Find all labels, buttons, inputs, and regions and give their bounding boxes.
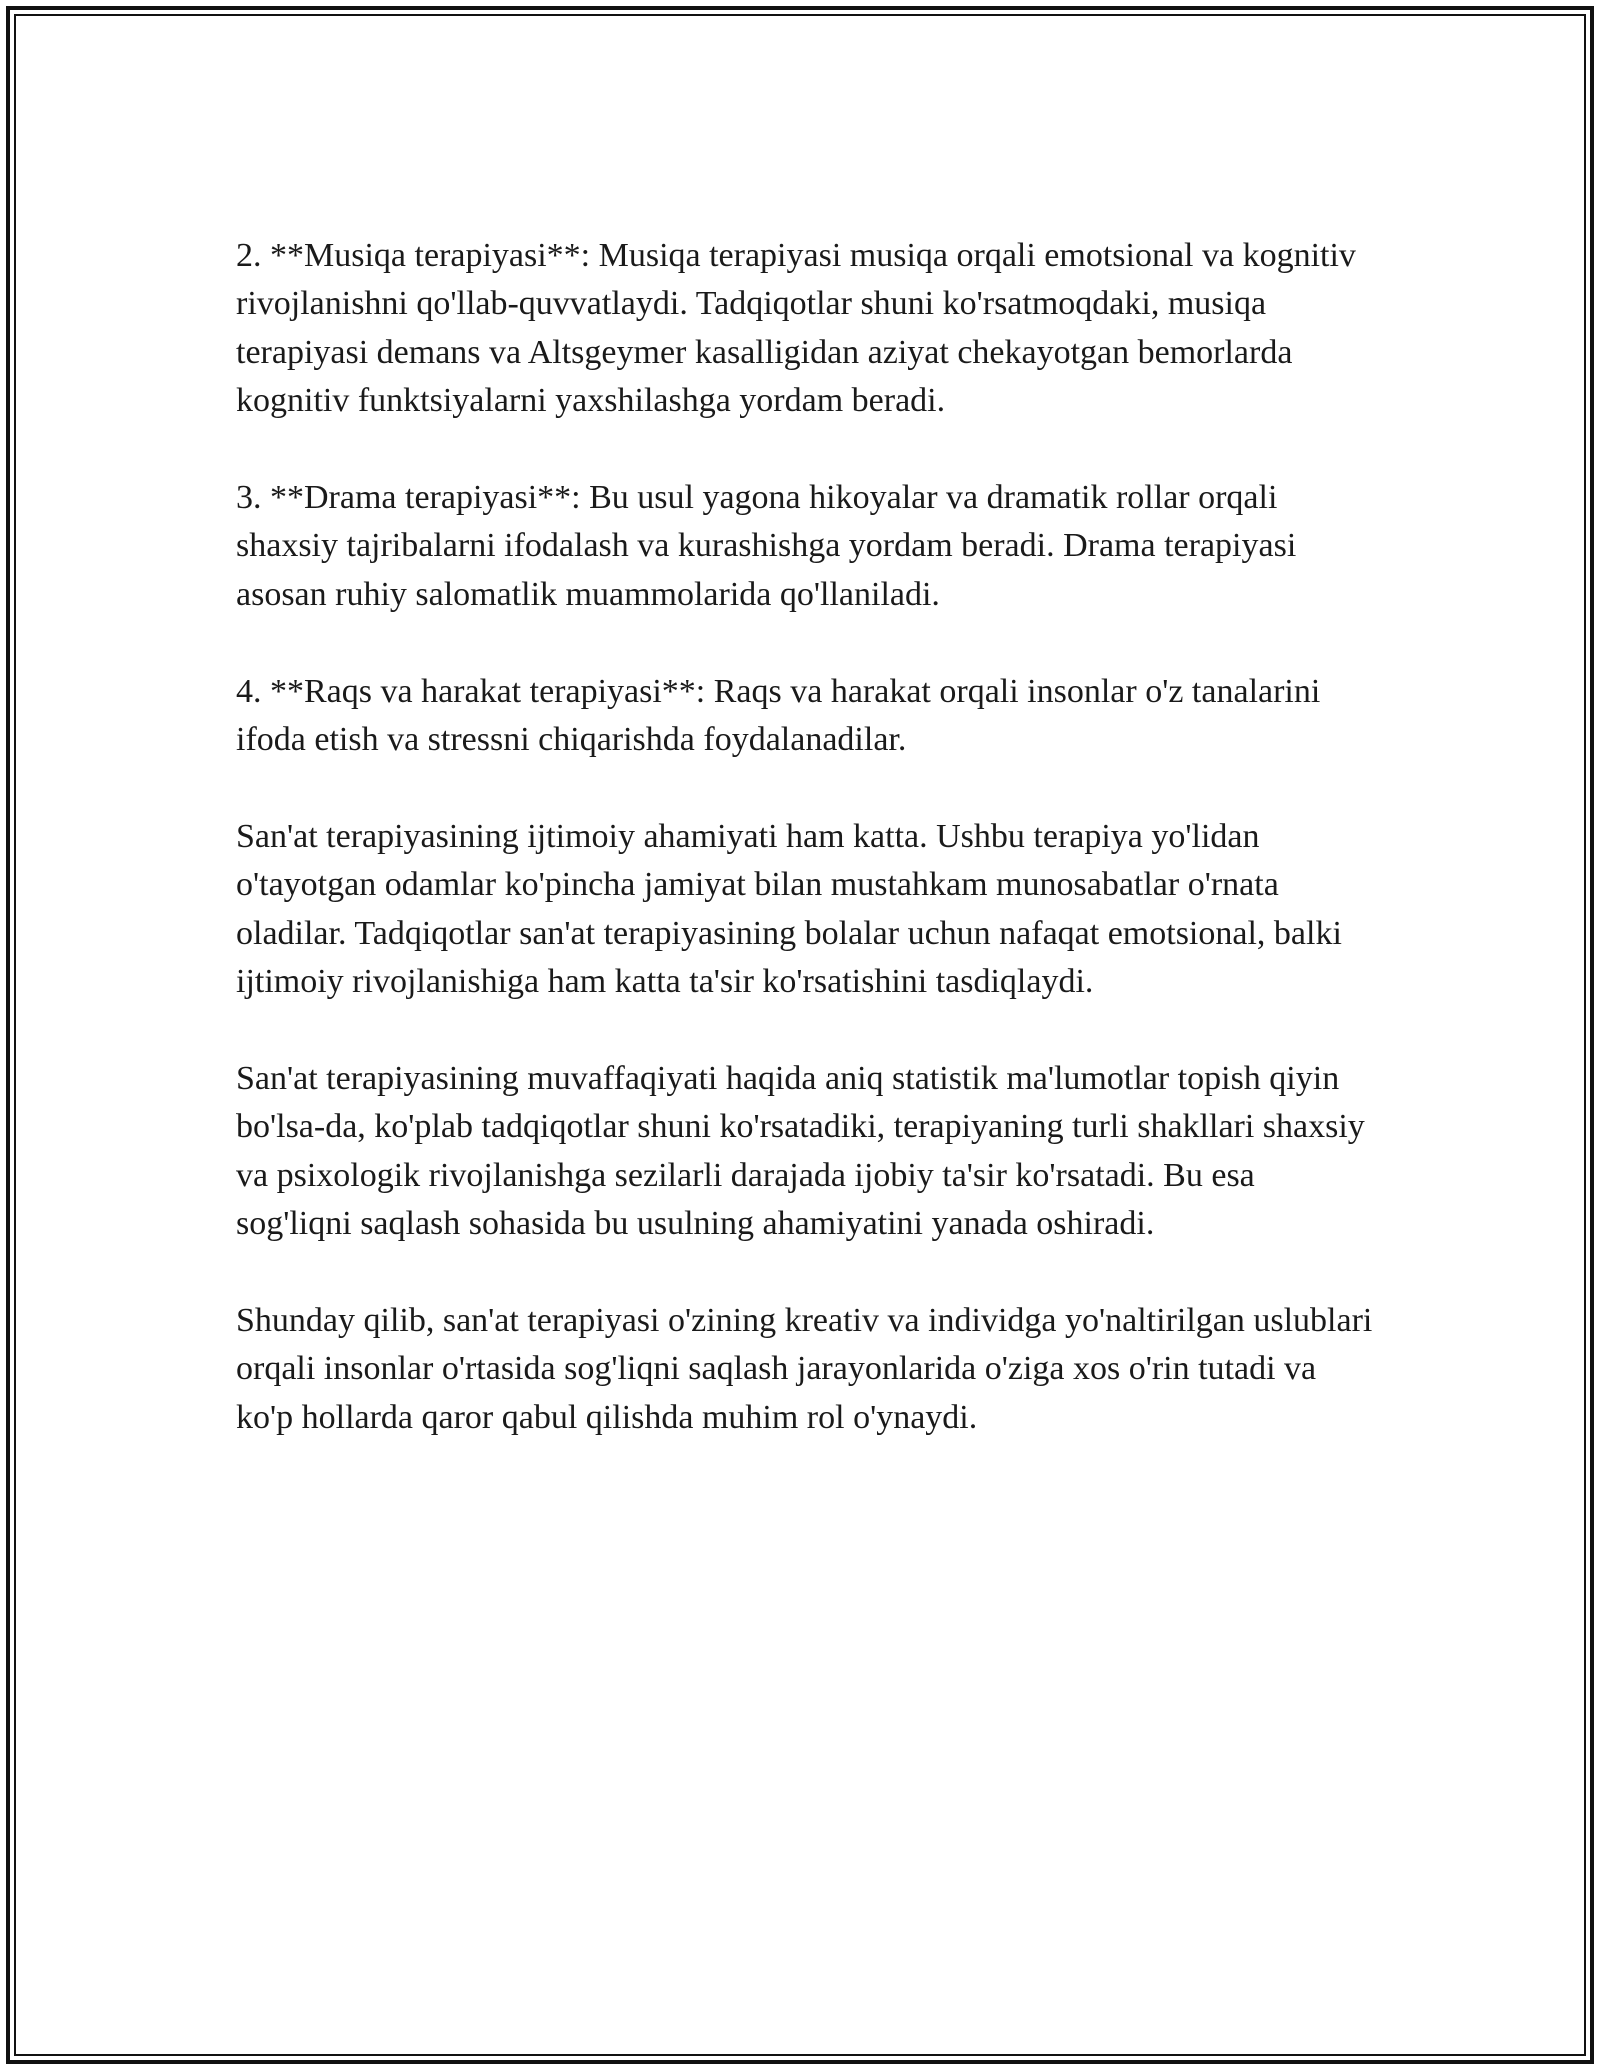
- paragraph-dance-movement-therapy: 4. **Raqs va harakat terapiyasi**: Raqs va harakat orqali insonlar o'z tanalarini ifoda etish va stressni chiqarishda foydalanadilar.: [236, 672, 1321, 759]
- document-body: [236, 232, 1376, 1490]
- paragraph-effectiveness: San'at terapiyasining muvaffaqiyati haqida aniq statistik ma'lumotlar topish qiyin bo'lsa-da, ko'plab tadqiqotlar shuni ko'rsatadiki, terapiyaning turli shakllari shaxsiy va psixologik rivojlanishga sezilarli darajada ijobiy ta'sir ko'rsatadi. Bu esa sog'liqni saqlash sohasida bu usulning ahamiyatini yanada oshiradi.: [236, 1059, 1365, 1243]
- paragraph-music-therapy: 2. **Musiqa terapiyasi**: Musiqa terapiyasi musiqa orqali emotsional va kognitiv rivojlanishni qo'llab-quvvatlaydi. Tadqiqotlar shuni ko'rsatmoqdaki, musiqa terapiyasi demans va Altsgeymer kasalligidan aziyat chekayotgan bemorlarda kognitiv funktsiyalarni yaxshilashga yordam beradi.: [236, 237, 1356, 420]
- paragraph-drama-therapy: 3. **Drama terapiyasi**: Bu usul yagona hikoyalar va dramatik rollar orqali shaxsiy tajribalarni ifodalash va kurashishga yordam beradi. Drama terapiyasi asosan ruhiy salomatlik muammolarida qo'llaniladi.: [236, 479, 1297, 613]
- paragraph-social-importance: San'at terapiyasining ijtimoiy ahamiyati ham katta. Ushbu terapiya yo'lidan o'tayotgan odamlar ko'pincha jamiyat bilan mustahkam munosabatlar o'rnata oladilar. Tadqiqotlar san'at terapiyasining bolalar uchun nafaqat emotsional, balki ijtimoiy rivojlanishiga ham katta ta'sir ko'rsatishini tasdiqlaydi.: [236, 817, 1342, 1001]
- paragraph-conclusion: Shunday qilib, san'at terapiyasi o'zining kreativ va individga yo'naltirilgan uslublari orqali insonlar o'rtasida sog'liqni saqlash jarayonlarida o'ziga xos o'rin tutadi va ko'p hollarda qaror qabul qilishda muhim rol o'ynaydi.: [236, 1301, 1373, 1436]
